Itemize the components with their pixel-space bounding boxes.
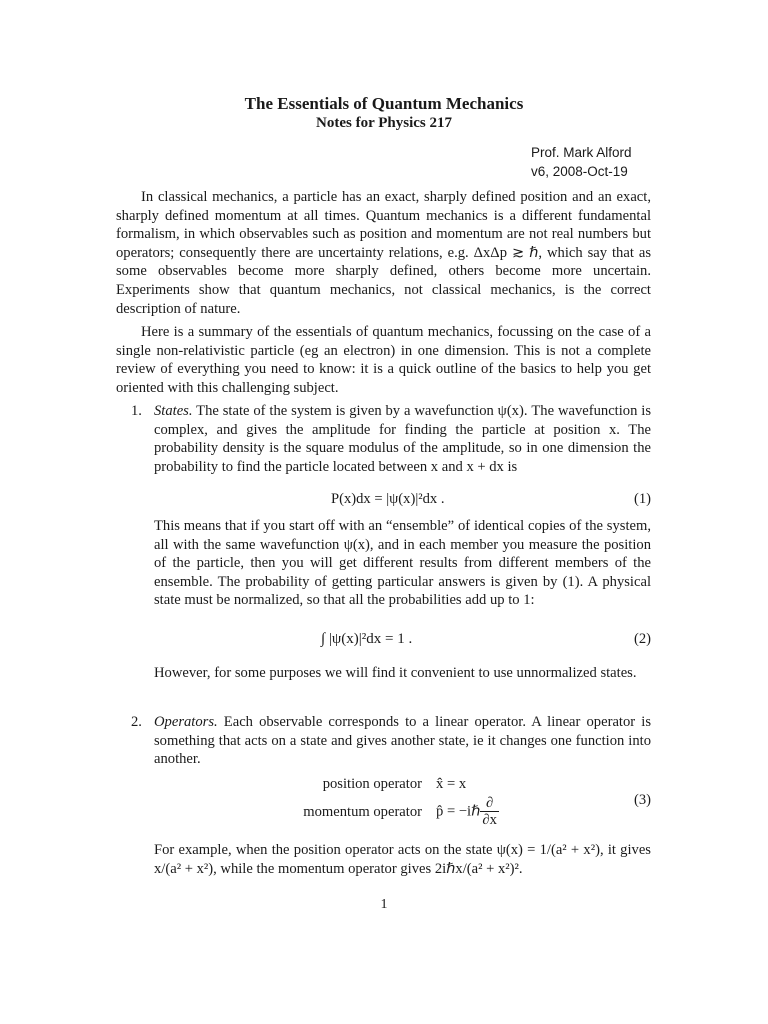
momentum-operator-label: momentum operator bbox=[303, 804, 422, 820]
equation-3-number: (3) bbox=[633, 792, 651, 808]
operators-body-a: Each observable corresponds to a linear operator. A linear operator is something that acts on a state and gives another state, ie it changes one function into another. bbox=[154, 714, 651, 768]
equation-2-number: (2) bbox=[633, 631, 651, 647]
fraction-denominator: ∂x bbox=[482, 812, 497, 829]
intro-p2-text: Here is a summary of the essentials of quantum mechanics, focussing on the case of a single non-relativistic particle (eg an electron) in one dimension. This is not a complete review of everything you need to know: it is a quick outline of the basics to help you get oriented with this challenging subject. bbox=[116, 324, 651, 396]
operators-body-b: For example, when the position operator acts on the state ψ(x) = 1/(a² + x²), it gives x/(a² + x²), while the momentum operator gives 2iℏx/(a² + x²)². bbox=[154, 842, 651, 877]
states-body-a: The state of the system is given by a wavefunction ψ(x). The wavefunction is complex, and gives the amplitude for finding the particle at position x. The probability density is the square modulus of the amplitude, so in one dimension the probability to find the particle located between x and x + dx is bbox=[154, 403, 652, 475]
author-name: Prof. Mark Alford bbox=[531, 145, 632, 160]
document-subtitle: Notes for Physics 217 bbox=[316, 115, 452, 131]
intro-paragraph-1 bbox=[116, 188, 651, 318]
document-title: The Essentials of Quantum Mechanics bbox=[244, 94, 524, 113]
operators-text-a bbox=[154, 713, 651, 769]
position-operator-label: position operator bbox=[322, 776, 422, 792]
states-heading: States. bbox=[154, 403, 193, 419]
equation-2-formula: ∫ |ψ(x)|²dx = 1 . bbox=[321, 631, 413, 647]
item-number: 2. bbox=[131, 714, 142, 730]
author-block bbox=[531, 143, 632, 181]
intro-paragraph-2 bbox=[116, 323, 651, 397]
momentum-operator-prefix: p̂ = −iℏ bbox=[436, 803, 481, 820]
states-body-c: However, for some purposes we will find it convenient to use unnormalized states. bbox=[154, 665, 637, 681]
momentum-operator-formula bbox=[436, 795, 499, 828]
position-operator-formula: x̂ = x bbox=[436, 776, 467, 792]
equation-3 bbox=[131, 776, 651, 836]
fraction-numerator: ∂ bbox=[480, 795, 499, 812]
states-text-a bbox=[154, 402, 651, 476]
states-body-b: This means that if you start off with an “ensemble” of identical copies of the system, all with the same wavefunction ψ(x), and in each member you measure the position of the particle, then you will get different results from different members of the ensemble. The probability of getting particular answers is given by (1). A physical state must be normalized, so that all the probabilities add up to 1: bbox=[154, 518, 651, 609]
partial-derivative-fraction bbox=[480, 795, 499, 828]
operators-heading: Operators. bbox=[154, 714, 218, 730]
equation-1-number: (1) bbox=[633, 491, 651, 507]
intro-p1-text: In classical mechanics, a particle has an exact, sharply defined position and an exact, sharply defined momentum at all times. Quantum mechanics is a different fundamental formalism, in which observables such as position and momentum are not real numbers but operators; consequently there are uncertainty relations, e.g. ΔxΔp ≳ ℏ, which say that as some observables become more sharply defined, others become more uncertain. Experiments show that quantum mechanics, not classical mechanics, is the correct description of nature. bbox=[116, 189, 651, 317]
equation-1-formula: P(x)dx = |ψ(x)|²dx . bbox=[331, 491, 445, 507]
page-number: 1 bbox=[380, 897, 388, 912]
version-date: v6, 2008-Oct-19 bbox=[531, 164, 628, 179]
item-number: 1. bbox=[131, 403, 142, 419]
